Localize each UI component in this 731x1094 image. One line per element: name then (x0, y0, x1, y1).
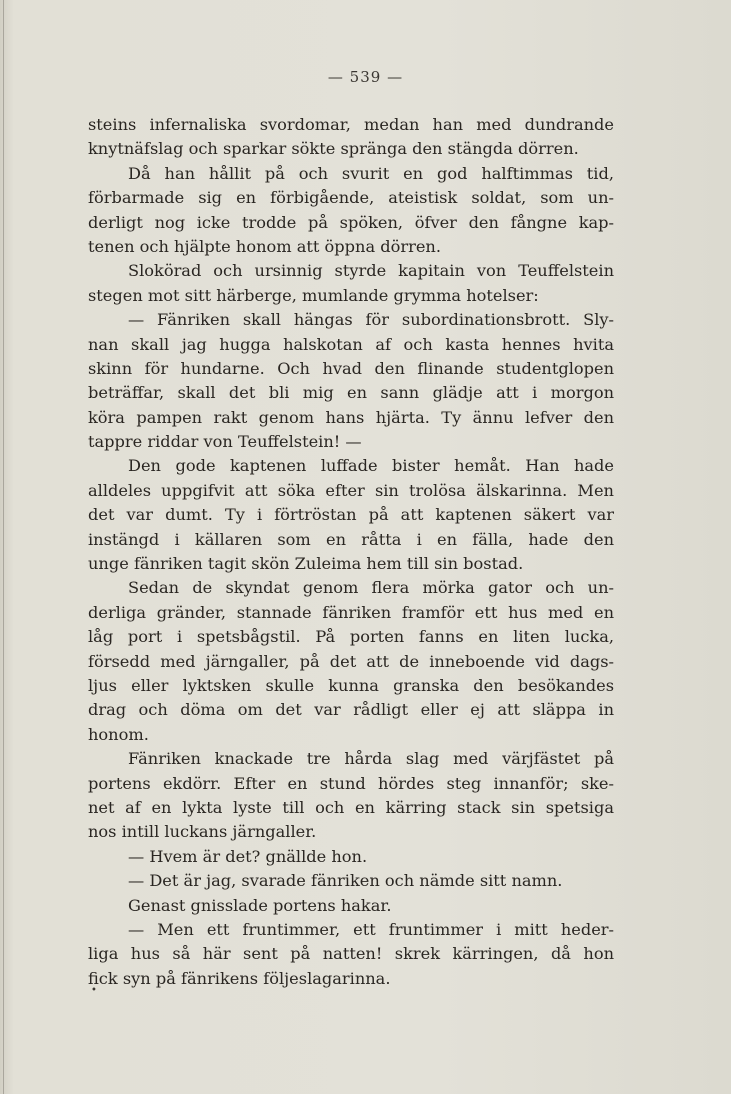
page-number: — 539 — (327, 68, 404, 86)
text-line: knytnäfslag och sparkar sökte spränga den stängda dörren. (88, 139, 579, 159)
text-line: derliga gränder, stannade fänriken framför ett hus med en (88, 602, 614, 622)
text-line: steins infernaliska svordomar, medan han med dundrande (88, 115, 614, 134)
text-line: alldeles uppgifvit att söka efter sin trolösa älskarinna. Men (88, 480, 614, 500)
margin-dot: • (91, 985, 97, 996)
text-line: Slokörad och ursinnig styrde kapitain von Teuffelstein (128, 261, 614, 281)
text-line: ljus eller lyktsken skulle kunna granska den besökandes (88, 675, 614, 695)
text-line: instängd i källaren som en råtta i en fälla, hade den (88, 529, 614, 549)
text-line: nan skall jag hugga halskotan af och kasta hennes hvita (88, 334, 614, 354)
text-line: — Hvem är det? gnällde hon. (128, 846, 368, 866)
text-line: nos intill luckans järngaller. (88, 822, 317, 842)
text-line: drag och döma om det var rådligt eller ej att släppa in (88, 700, 614, 720)
text-line: tenen och hjälpte honom att öppna dörren. (88, 236, 441, 256)
text-line: — Det är jag, svarade fänriken och nämde sitt namn. (128, 871, 563, 891)
text-line: beträffar, skall det bli mig en sann glädje att i morgon (88, 383, 614, 403)
text-line: Fänriken knackade tre hårda slag med värjfästet på (128, 749, 614, 769)
text-line: förbarmade sig en förbigående, ateistisk soldat, som un- (88, 188, 614, 208)
text-line: net af en lykta lyste till och en kärring stack sin spetsiga (88, 797, 614, 817)
text-line: unge fänriken tagit skön Zuleima hem till sin bostad. (88, 554, 524, 574)
body-text (88, 113, 614, 991)
text-line: honom. (88, 724, 149, 744)
text-line: försedd med järngaller, på det att de inneboende vid dags- (88, 651, 614, 671)
text-line: derligt nog icke trodde på spöken, öfver den fångne kap- (88, 212, 614, 232)
text-line: stegen mot sitt härberge, mumlande grymma hotelser: (88, 285, 539, 305)
text-line: — Men ett fruntimmer, ett fruntimmer i mitt heder- (128, 919, 614, 939)
text-line: Den gode kaptenen luffade bister hemåt. Han hade (128, 456, 614, 476)
text-line: liga hus så här sent på natten! skrek kärringen, då hon (88, 944, 614, 964)
text-line: — Fänriken skall hängas för subordinationsbrott. Sly- (128, 310, 614, 330)
text-line: låg port i spetsbågstil. På porten fanns en liten lucka, (88, 627, 614, 647)
binding-edge (3, 0, 4, 1094)
text-line: tappre riddar von Teuffelstein! — (88, 432, 362, 452)
text-line: Genast gnisslade portens hakar. (128, 895, 392, 915)
text-line: portens ekdörr. Efter en stund hördes steg innanför; ske- (88, 773, 614, 793)
text-line: Då han hållit på och svurit en god halftimmas tid, (128, 163, 614, 183)
text-line: fick syn på fänrikens följeslagarinna. (88, 968, 391, 988)
text-line: det var dumt. Ty i förtröstan på att kaptenen säkert var (88, 505, 614, 525)
text-line: Sedan de skyndat genom flera mörka gator och un- (128, 578, 614, 598)
text-line: skinn för hundarne. Och hvad den flinande studentglopen (88, 358, 614, 378)
text-line: köra pampen rakt genom hans hjärta. Ty ännu lefver den (88, 407, 614, 427)
